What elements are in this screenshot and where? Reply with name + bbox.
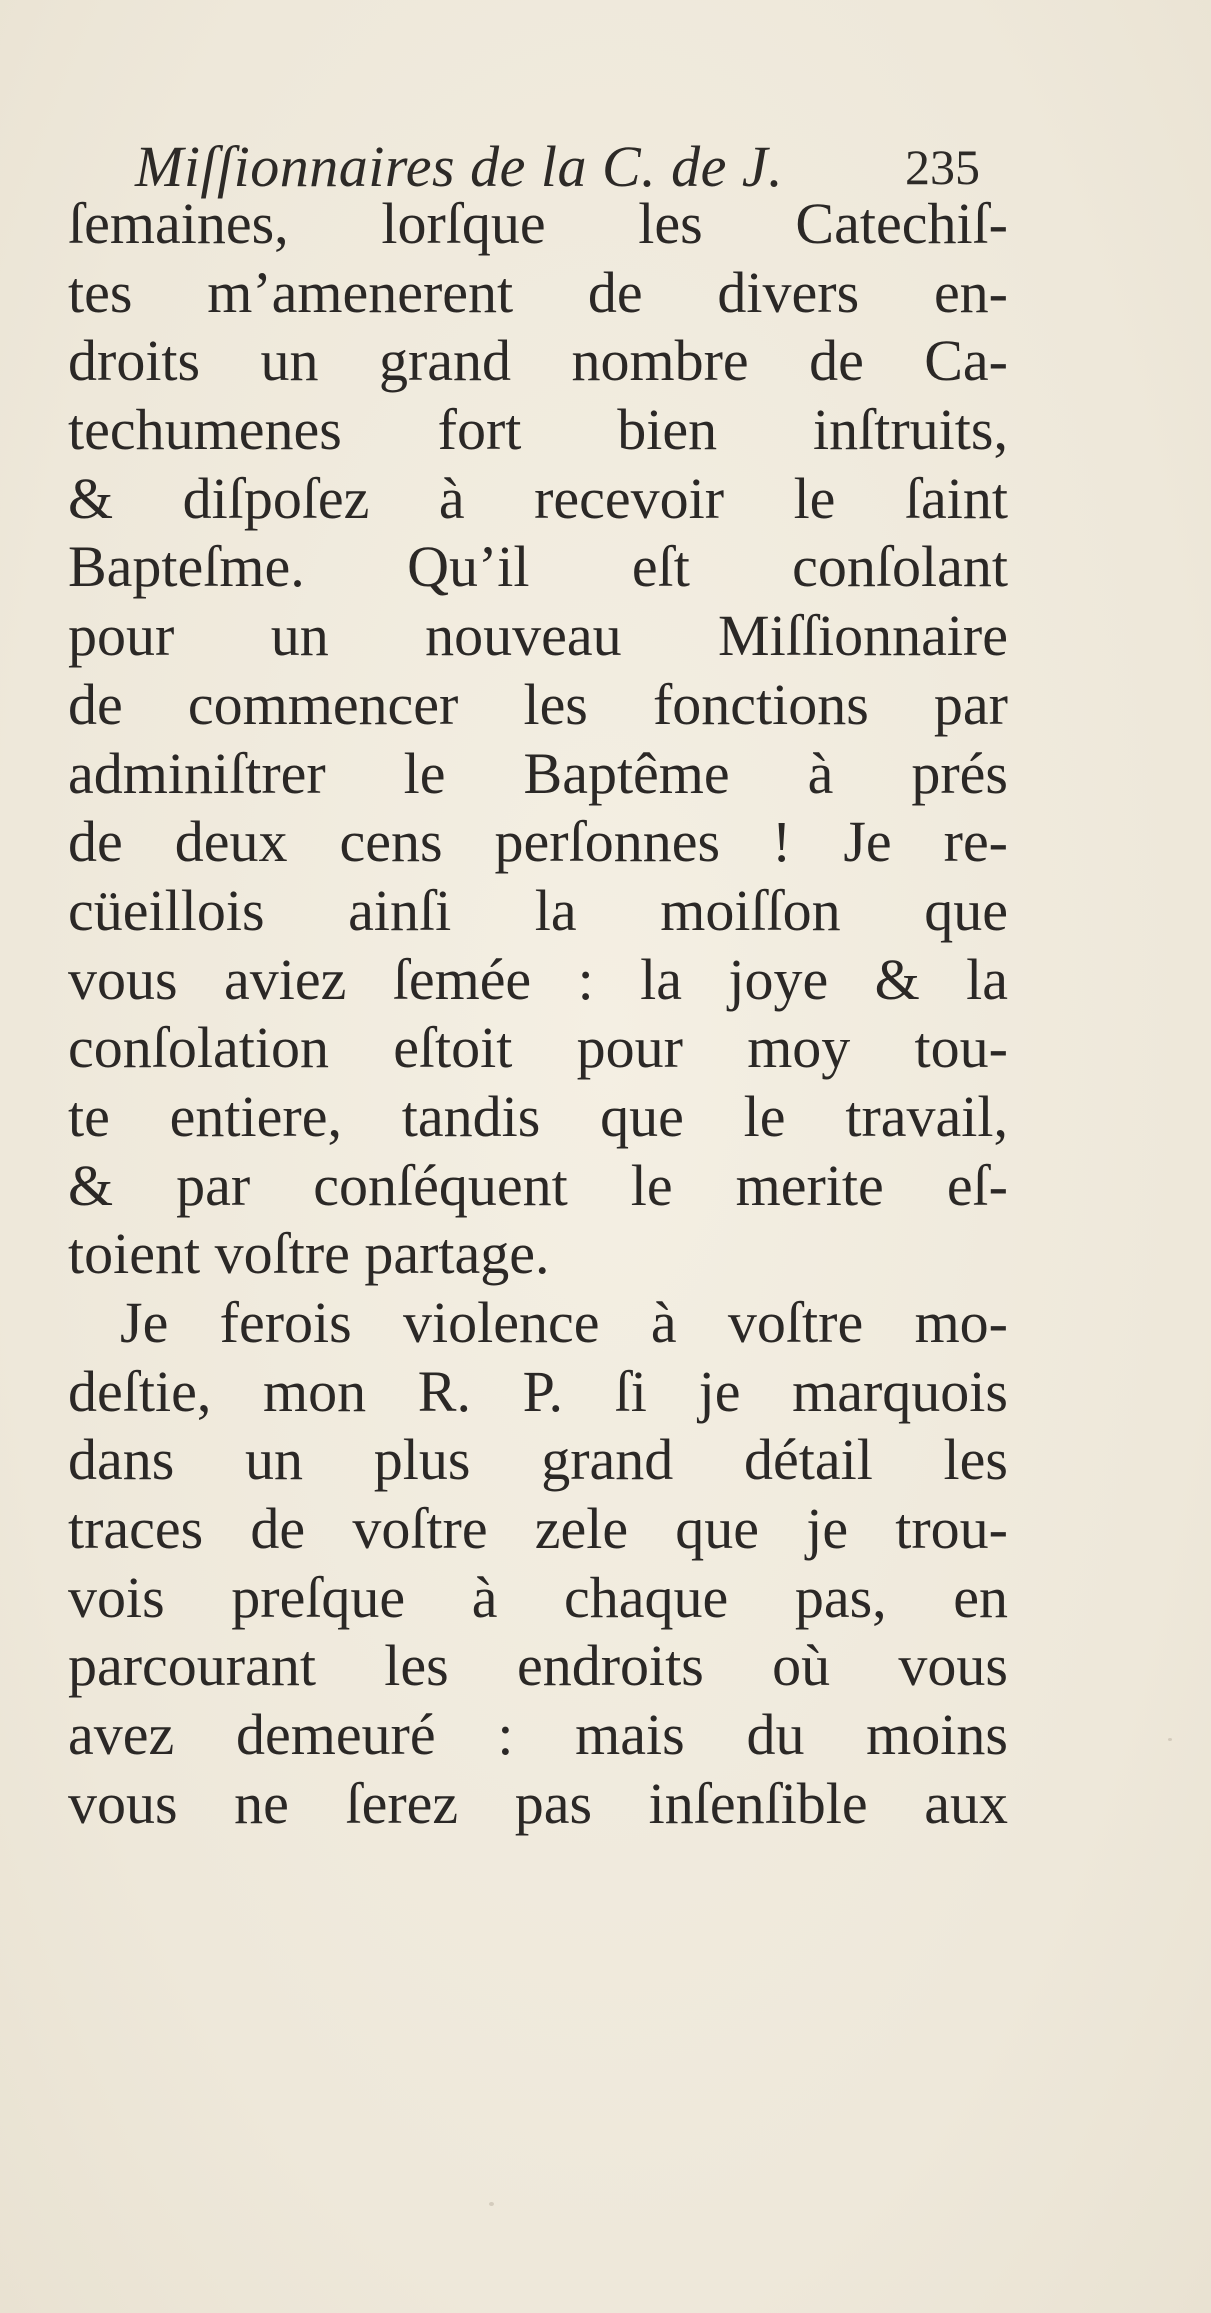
text-line: tes m’amenerent de divers en- (68, 259, 1008, 325)
text-line: deſtie, mon R. P. ſi je marquois (68, 1358, 1008, 1424)
paragraph-1 (68, 190, 1008, 1289)
text-line: adminiſtrer le Baptême à prés (68, 740, 1008, 806)
text-line: vois preſque à chaque pas, en (68, 1564, 1008, 1630)
text-line: traces de voſtre zele que je trou- (68, 1496, 1008, 1562)
paper-speck (489, 2202, 494, 2206)
text-line: te entiere, tandis que le travail, (68, 1083, 1008, 1149)
text-line: de deux cens perſonnes ! Je re- (68, 809, 1008, 875)
text-line: ſemaines, lorſque les Catechiſ- (68, 191, 1008, 256)
text-line: vous ne ſerez pas inſenſible aux (68, 1770, 1008, 1836)
text-line: droits un grand nombre de Ca- (68, 328, 1008, 394)
text-line: parcourant les endroits où vous (68, 1633, 1008, 1699)
text-line: cüeillois ainſi la moiſſon que (68, 877, 1008, 943)
text-line: Je ferois violence à voſtre mo- (120, 1290, 1008, 1355)
text-line: & par conſéquent le merite eſ- (68, 1152, 1008, 1218)
text-line: Bapteſme. Qu’il eſt conſolant (68, 534, 1008, 600)
text-line: vous aviez ſemée : la joye & la (68, 946, 1008, 1012)
text-line: toient voſtre partage. (68, 1221, 550, 1287)
text-line: conſolation eſtoit pour moy tou- (68, 1015, 1008, 1081)
text-line: de commencer les fonctions par (68, 671, 1008, 737)
text-line: pour un nouveau Miſſionnaire (68, 603, 1008, 669)
text-line: techumenes fort bien inſtruits, (68, 397, 1008, 463)
text-line: avez demeuré : mais du moins (68, 1702, 1008, 1768)
text-line: & diſpoſez à recevoir le ſaint (68, 465, 1008, 531)
text-line: dans un plus grand détail les (68, 1427, 1008, 1493)
running-head-title: Miſſionnaires de la C. de J. (135, 134, 784, 199)
body-text (68, 190, 1008, 1839)
paragraph-2 (68, 1289, 1008, 1839)
page-number: 235 (905, 139, 980, 195)
paper-speck (1168, 1738, 1172, 1741)
